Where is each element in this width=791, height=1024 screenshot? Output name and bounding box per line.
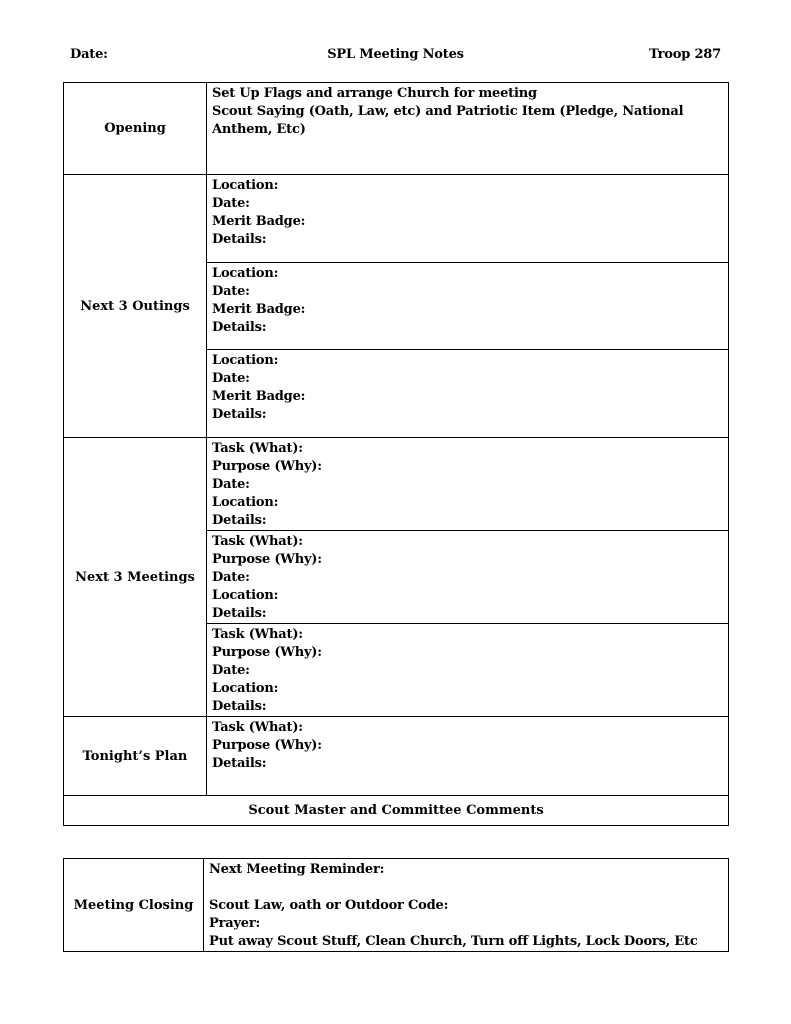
opening-content [207, 83, 729, 175]
tonight-content [207, 717, 729, 796]
closing-row [64, 859, 729, 952]
comments-heading: Scout Master and Committee Comments [64, 796, 729, 826]
outing-details: Details: [212, 407, 267, 422]
date-label: Date: [70, 47, 108, 62]
opening-row [64, 83, 729, 175]
closing-content [204, 859, 729, 952]
outing-details: Details: [212, 232, 267, 247]
opening-label: Opening [64, 83, 207, 175]
meeting-block [207, 624, 729, 717]
meeting-closing-table [63, 858, 729, 952]
outing-block [207, 350, 729, 438]
meeting-purpose: Purpose (Why): [212, 459, 322, 474]
outing-location: Location: [212, 353, 279, 368]
meeting-task: Task (What): [212, 627, 303, 642]
closing-next-meeting: Next Meeting Reminder: [209, 862, 385, 877]
outing-merit-badge: Merit Badge: [212, 214, 306, 229]
meeting-block [207, 438, 729, 531]
meeting-location: Location: [212, 495, 279, 510]
outing-date: Date: [212, 196, 250, 211]
meeting-task: Task (What): [212, 534, 303, 549]
closing-prayer: Prayer: [209, 916, 261, 931]
meeting-date: Date: [212, 663, 250, 678]
meeting-notes-table [63, 82, 729, 826]
outing-row [64, 175, 729, 263]
outings-label: Next 3 Outings [64, 175, 207, 438]
troop-label: Troop 287 [649, 47, 721, 62]
outing-location: Location: [212, 178, 279, 193]
closing-spacer [209, 879, 722, 897]
meeting-block [207, 531, 729, 624]
meeting-task: Task (What): [212, 441, 303, 456]
meeting-location: Location: [212, 681, 279, 696]
meeting-details: Details: [212, 606, 267, 621]
closing-label: Meeting Closing [64, 859, 204, 952]
outing-date: Date: [212, 371, 250, 386]
opening-line: Scout Saying (Oath, Law, etc) and Patriotic Item (Pledge, National Anthem, Etc) [212, 104, 684, 137]
page-title: SPL Meeting Notes [327, 47, 464, 62]
outing-block [207, 263, 729, 350]
closing-scout-law: Scout Law, oath or Outdoor Code: [209, 898, 449, 913]
meeting-date: Date: [212, 570, 250, 585]
outing-merit-badge: Merit Badge: [212, 302, 306, 317]
meeting-location: Location: [212, 588, 279, 603]
closing-cleanup: Put away Scout Stuff, Clean Church, Turn off Lights, Lock Doors, Etc [209, 934, 698, 949]
tonight-purpose: Purpose (Why): [212, 738, 322, 753]
tonight-label: Tonight’s Plan [64, 717, 207, 796]
meeting-details: Details: [212, 513, 267, 528]
outing-details: Details: [212, 320, 267, 335]
outing-location: Location: [212, 266, 279, 281]
tonight-task: Task (What): [212, 720, 303, 735]
meeting-details: Details: [212, 699, 267, 714]
tonight-row [64, 717, 729, 796]
opening-line: Set Up Flags and arrange Church for meeting [212, 86, 537, 101]
meeting-purpose: Purpose (Why): [212, 552, 322, 567]
outing-date: Date: [212, 284, 250, 299]
meeting-row [64, 438, 729, 531]
outing-merit-badge: Merit Badge: [212, 389, 306, 404]
meetings-label: Next 3 Meetings [64, 438, 207, 717]
comments-row [64, 796, 729, 826]
meeting-purpose: Purpose (Why): [212, 645, 322, 660]
meeting-date: Date: [212, 477, 250, 492]
outing-block [207, 175, 729, 263]
tonight-details: Details: [212, 756, 267, 771]
